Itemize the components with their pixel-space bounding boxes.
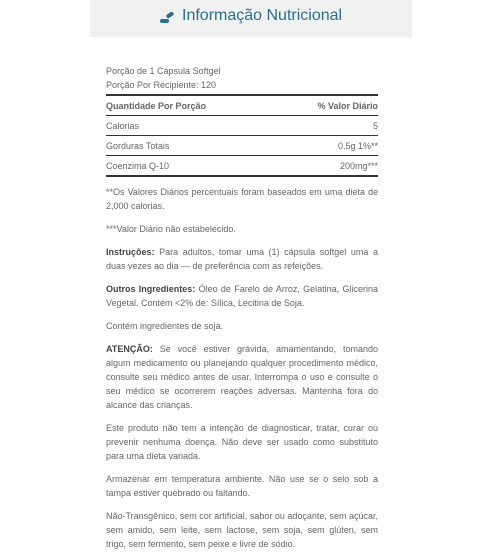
warning	[106, 342, 378, 412]
allergen-statement: Contém ingredientes de soja.	[106, 321, 224, 331]
nutrient-value: 5	[372, 120, 378, 131]
nutrient-value: 0.5g 1%**	[337, 140, 378, 151]
footnote-not-established: ***Valor Diário não estabelecido.	[106, 224, 236, 234]
serving-size: Porção de 1 Cápsula Softgel	[106, 66, 221, 76]
nutrient-name: Gorduras Totais	[106, 140, 170, 151]
disclaimer: Este produto não tem a intenção de diagnosticar, tratar, curar ou prevenir nenhuma doença. Não deve ser usado como substituto para uma dieta variada.	[106, 423, 378, 461]
other-ingredients	[106, 282, 378, 310]
page-title: Informação Nutricional	[182, 7, 343, 24]
instructions	[106, 245, 378, 273]
instructions-text: Para adultos, tomar uma (1) cápsula softgel uma a duas vezes ao dia — de preferência com as refeições.	[106, 247, 378, 271]
free-from-statement: Não-Transgênico, sem cor artificial, sabor ou adoçante, sem açúcar, sem amido, sem leite, sem lactose, sem soja, sem glúten, sem trigo, sem fermento, sem peixe e livre de sódio.	[106, 511, 378, 549]
warning-text: Se você estiver grávida, amamentando, tomando algum medicamento ou planejando qualquer procedimento médico, consulte seu médico antes de usar. Interrompa o uso e consulte o seu médico se ocorrerem reações adversas. Mantenha fora do alcance das crianças.	[106, 344, 378, 410]
servings-per-container: Porção Por Recipiente: 120	[106, 80, 217, 90]
instructions-label: Instruções:	[106, 247, 155, 257]
nutrition-table	[106, 94, 378, 177]
warning-label: ATENÇÃO:	[106, 344, 153, 354]
table-row	[106, 136, 378, 156]
column-header-daily-value: % Valor Diário	[317, 100, 378, 111]
capsules-icon	[160, 12, 174, 26]
ingredients-label: Outros Ingredientes:	[106, 284, 196, 294]
header-bar	[90, 0, 412, 37]
footnote-daily-values: **Os Valores Diários percentuais foram baseados em uma dieta de 2,000 calorias.	[106, 187, 378, 211]
table-row	[106, 116, 378, 136]
nutrient-name: Calorias	[106, 120, 140, 131]
storage-instructions: Armazenar em temperatura ambiente. Não use se o selo sob a tampa estiver quebrado ou faltando.	[106, 474, 378, 498]
nutrient-value: 200mg***	[339, 160, 378, 171]
nutrient-name: Coenzima Q-10	[106, 160, 170, 171]
table-row	[106, 156, 378, 177]
nutrition-content	[106, 64, 378, 560]
ingredients-text: Óleo de Farelo de Arroz, Gelatina, Glicerina Vegetal. Contém <2% de: Sílica, Lecitina de Soja.	[106, 284, 378, 308]
column-header-amount: Quantidade Por Porção	[106, 100, 207, 111]
table-header-row	[106, 96, 378, 116]
